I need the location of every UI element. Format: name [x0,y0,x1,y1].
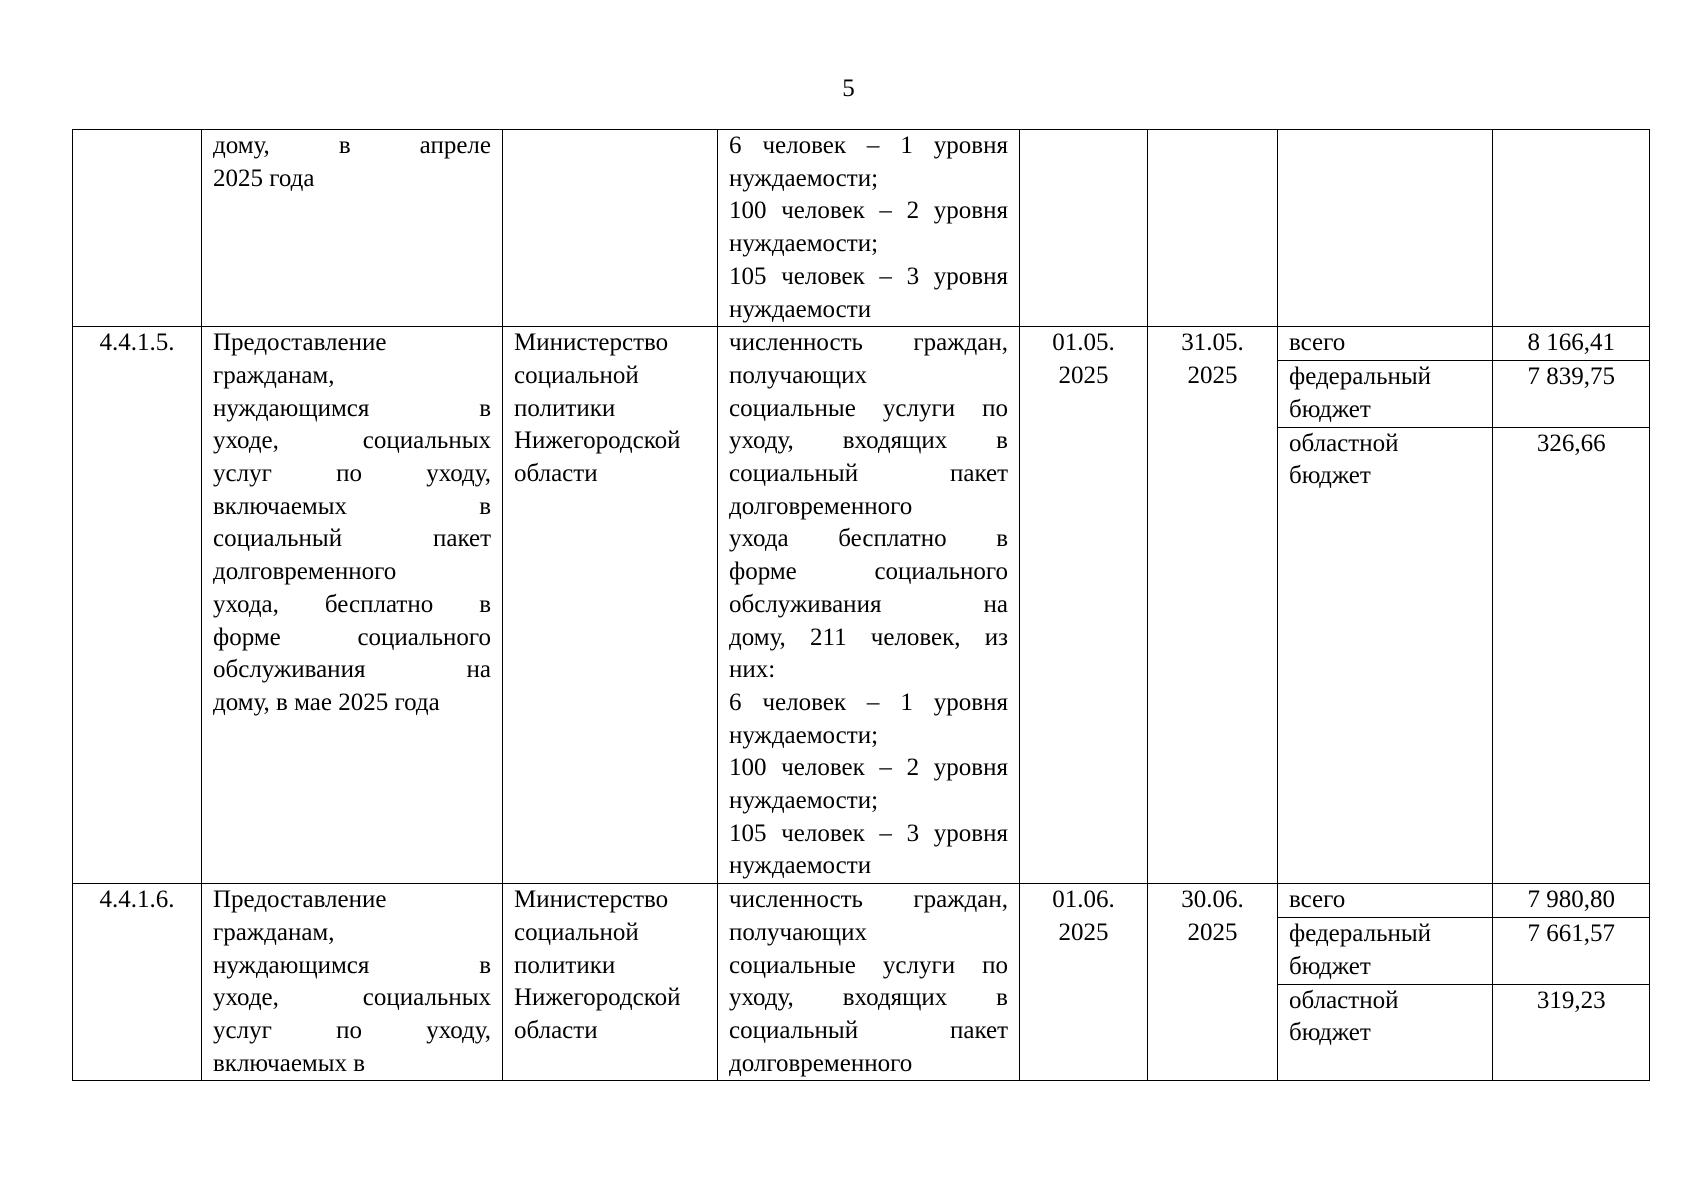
indicator-line: 100 человек – 2 уровня [729,197,1008,225]
measure-title-line: дому, в мае 2025 года [213,688,440,716]
measure-title-cell [202,884,503,1081]
indicator-line: форме социального [729,558,1008,586]
indicator-cell [718,327,1020,884]
funding-source: федеральный бюджет [1278,361,1492,427]
funding-amount: 8 166,41 [1492,327,1650,361]
indicator-line: получающих [729,918,868,946]
measure-title-line: обслуживания на [213,656,491,684]
funding-amount: 7 661,57 [1492,918,1650,984]
indicator-line: социальные услуги по [729,394,1008,422]
indicator-line: долговременного [729,492,913,520]
funding-cell [1278,130,1650,327]
indicator-line: 6 человек – 1 уровня [729,132,1008,159]
measure-title-line: долговременного [213,558,397,586]
measure-title-line: Предоставление [213,329,387,357]
funding-amount: 7 839,75 [1492,361,1650,427]
indicator-line: 105 человек – 3 уровня [729,819,1008,847]
table-row [73,327,1650,884]
table-row [73,130,1650,327]
measure-title-line: гражданам, [213,918,335,946]
start-date-cell: 01.05. 2025 [1020,327,1148,884]
funding-source: федеральный бюджет [1278,918,1492,984]
executor-cell [503,130,718,327]
measure-title-line: форме социального [213,623,491,651]
measure-title-line: ухода, бесплатно в [213,590,491,618]
indicator-line: 6 человек – 1 уровня [729,688,1008,716]
indicator-line: нуждаемости [729,295,872,323]
funding-row [1278,918,1650,984]
measure-title-line: нуждающимся в [213,951,491,979]
indicator-cell [718,884,1020,1081]
indicator-line: нуждаемости; [729,230,879,258]
indicator-line: численность граждан, [729,329,1008,357]
indicator-line: численность граждан, [729,886,1008,914]
measure-title-line: нуждающимся в [213,394,491,422]
funding-table [1278,884,1650,1080]
indicator-line: нуждаемости; [729,787,879,815]
funding-row [1278,327,1650,361]
start-date-cell: 01.06. 2025 [1020,884,1148,1081]
start-date-cell [1020,130,1148,327]
indicator-line: уходу, входящих в [729,984,1008,1012]
measure-title-line: дому, в апреле [213,132,491,159]
end-date-cell [1148,130,1278,327]
indicator-line: 105 человек – 3 уровня [729,262,1008,290]
funding-row [1278,427,1650,883]
indicator-line: 100 человек – 2 уровня [729,754,1008,782]
measure-title-line: включаемых в [213,492,491,520]
measure-title-line: Предоставление [213,886,387,914]
funding-row [1278,361,1650,427]
end-date-cell: 31.05. 2025 [1148,327,1278,884]
item-number-cell: 4.4.1.5. [73,327,202,884]
item-number-cell: 4.4.1.6. [73,884,202,1081]
measure-title-line: включаемых в [213,1049,366,1077]
indicator-line: дому, 211 человек, из [729,623,1008,651]
funding-row [1278,984,1650,1080]
measure-title-cell [202,327,503,884]
funding-row [1278,884,1650,918]
funding-table [1278,327,1650,883]
indicator-line: ухода бесплатно в [729,525,1008,553]
funding-amount: 319,23 [1492,984,1650,1080]
funding-source: областной бюджет [1278,427,1492,883]
page-number: 5 [842,75,855,102]
measure-title-line: социальный пакет [213,525,491,553]
indicator-line: уходу, входящих в [729,427,1008,455]
item-number-cell [73,130,202,327]
measure-title-line: услуг по уходу, [213,1016,491,1044]
funding-cell [1278,327,1650,884]
measure-title-line: гражданам, [213,361,335,389]
measure-title-line: 2025 года [213,164,315,192]
table-row [73,884,1650,1081]
funding-source: областной бюджет [1278,984,1492,1080]
indicator-line: социальный пакет [729,460,1008,488]
executor-cell: Министерство социальной политики Нижегородской области [503,327,718,884]
indicator-line: долговременного [729,1049,913,1077]
measure-title-line: услуг по уходу, [213,460,491,488]
funding-cell [1278,884,1650,1081]
indicator-line: получающих [729,361,868,389]
indicator-line: социальный пакет [729,1016,1008,1044]
indicator-cell [718,130,1020,327]
funding-amount: 326,66 [1492,427,1650,883]
measure-title-line: уходе, социальных [213,984,491,1012]
executor-cell: Министерство социальной политики Нижегородской области [503,884,718,1081]
indicator-line: социальные услуги по [729,951,1008,979]
funding-amount: 7 980,80 [1492,884,1650,918]
indicator-line: обслуживания на [729,590,1008,618]
activity-table [72,129,1650,1081]
indicator-line: них: [729,656,776,684]
indicator-line: нуждаемости [729,852,872,880]
funding-source: всего [1289,886,1346,914]
funding-source: всего [1289,329,1346,357]
indicator-line: нуждаемости; [729,721,879,749]
end-date-cell: 30.06. 2025 [1148,884,1278,1081]
measure-title-line: уходе, социальных [213,427,491,455]
measure-title-cell [202,130,503,327]
indicator-line: нуждаемости; [729,164,879,192]
